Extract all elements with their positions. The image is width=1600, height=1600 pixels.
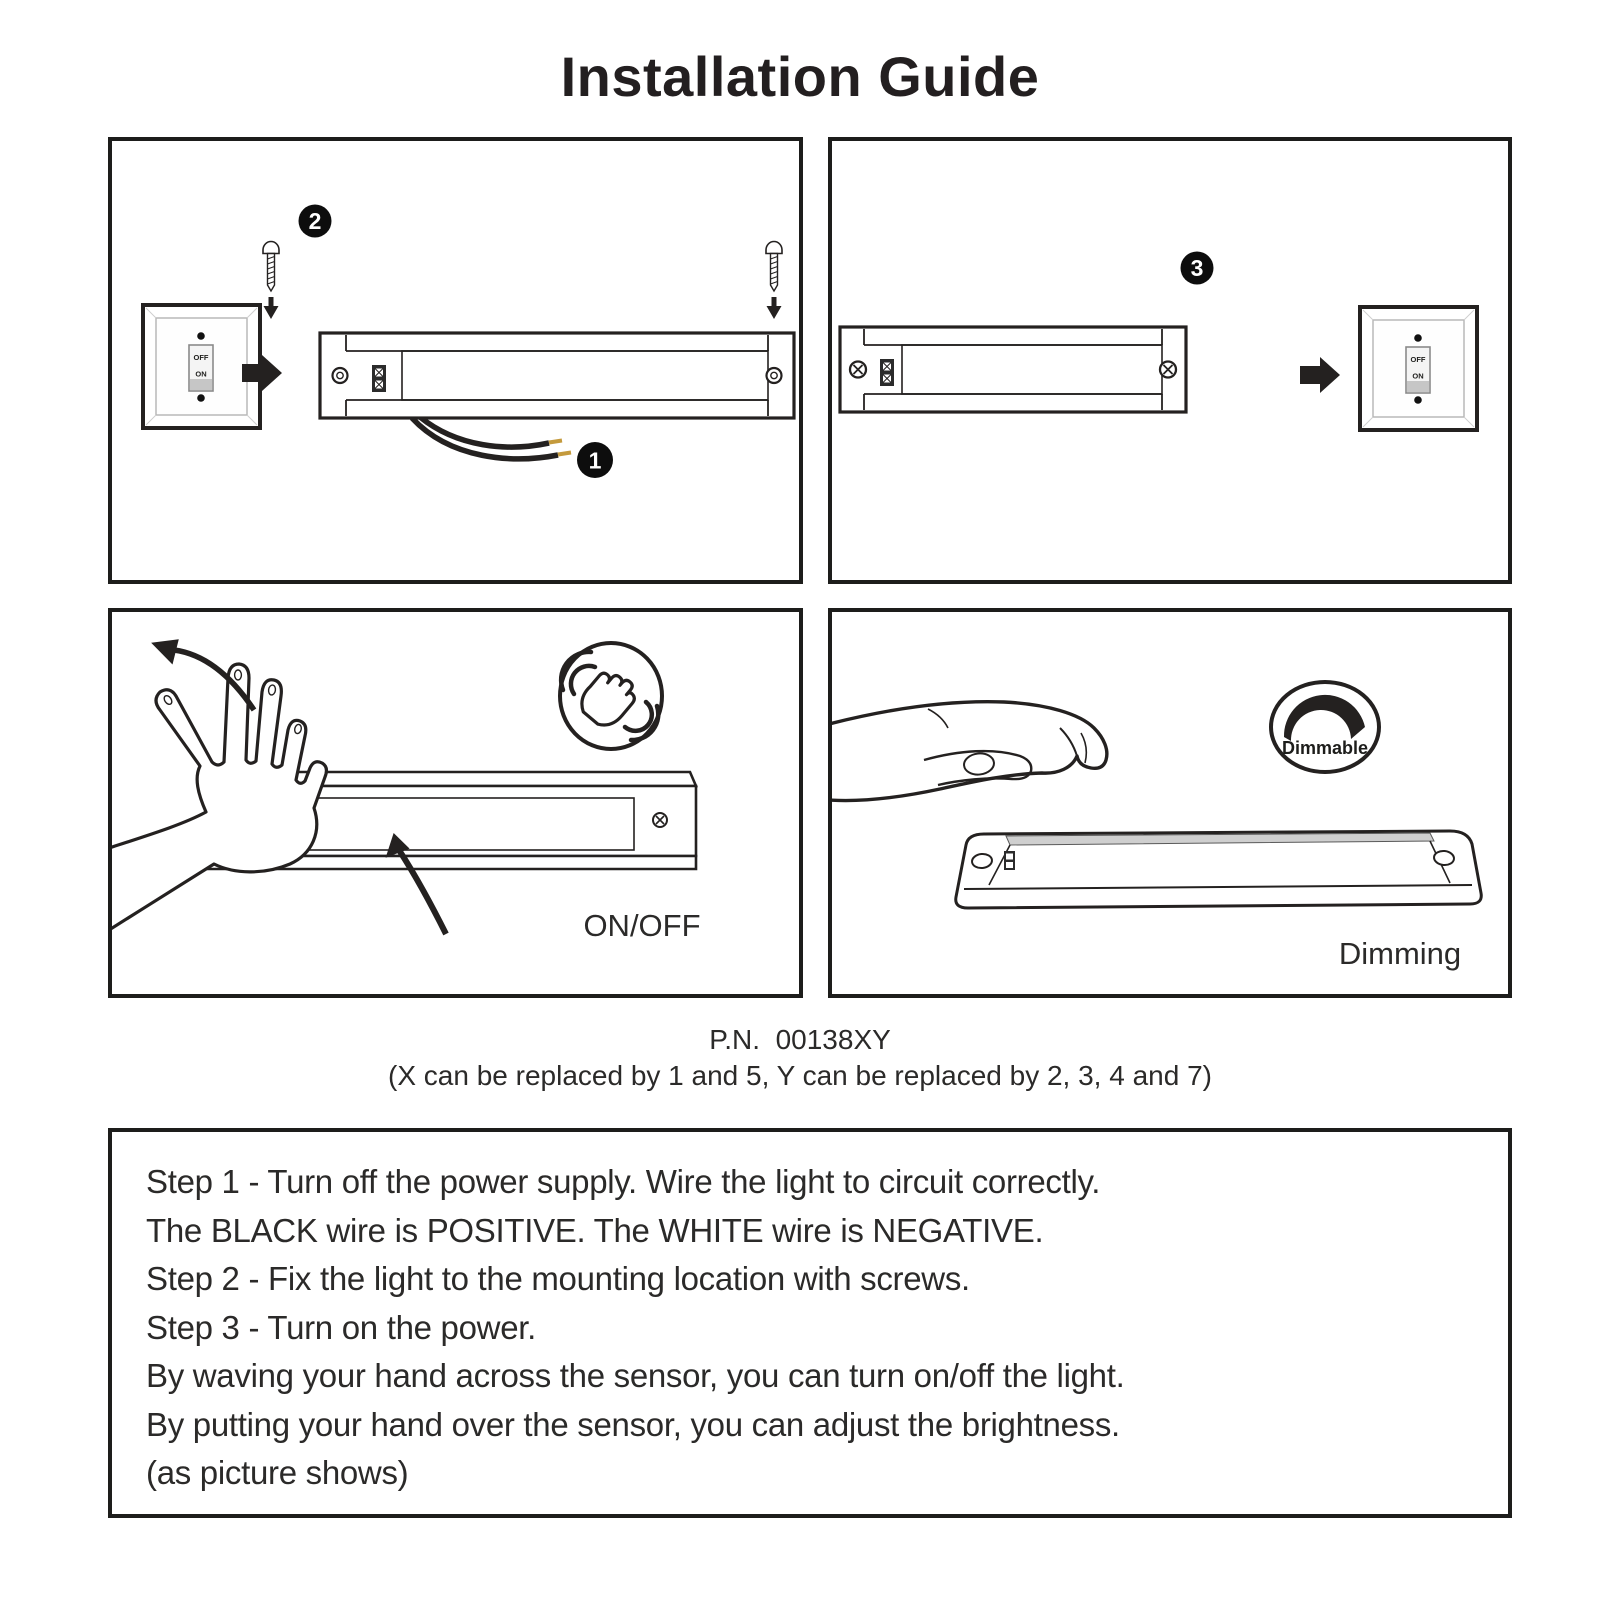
mounting-hole [767,368,782,383]
arrow-right-icon [1300,357,1340,393]
instruction-line: Step 1 - Turn off the power supply. Wire the light to circuit correctly. [146,1163,1101,1200]
switch-toggle [189,345,213,391]
light-fixture-3d [956,831,1482,908]
switch-plate-screw-dot [1414,396,1422,404]
instruction-line: By waving your hand across the sensor, you can turn on/off the light. [146,1357,1125,1394]
wall-switch [1360,307,1477,430]
power-on-diagram [832,141,1508,580]
wire-tip [549,441,562,443]
instructions-box [108,1128,1512,1518]
waving-hand [112,664,326,930]
phillips-screw-icon [850,362,866,378]
switch-plate-screw-dot [197,332,205,340]
instruction-line: (as picture shows) [146,1454,409,1491]
instruction-line: By putting your hand over the sensor, you can adjust the brightness. [146,1405,1120,1443]
motion-sensor [372,365,386,392]
switch-on-label: ON [1412,371,1424,381]
arrow-down-icon [767,297,782,319]
switch-toggle [1406,347,1430,393]
step-badge-1 [577,442,613,478]
part-number-note: (X can be replaced by 1 and 5, Y can be replaced by 2, 3, 4 and 7) [388,1060,1212,1091]
switch-plate-screw-dot [1414,334,1422,342]
switch-on-label: ON [195,369,207,379]
svg-text:2: 2 [308,208,322,234]
panel-wave-on-off [108,608,803,998]
mounting-hole [333,368,348,383]
page-title: Installation Guide [560,45,1040,108]
wiring-diagram [112,141,799,580]
step-badge-2 [299,205,332,238]
light-fixture [840,327,1186,412]
instruction-line: Step 2 - Fix the light to the mounting location with screws. [146,1260,970,1297]
switch-off-label: OFF [193,353,209,362]
phillips-screw-icon [653,813,667,827]
dimming-diagram [832,612,1508,994]
wave-on-off-diagram [112,612,799,994]
panel-dimming [828,608,1512,998]
light-fixture [320,333,794,418]
dimming-caption: Dimming [1338,936,1462,971]
switch-off-label: OFF [1410,355,1426,364]
svg-text:3: 3 [1190,255,1204,281]
part-number-block [0,1022,1600,1094]
step-badge-3 [1181,252,1214,285]
arrow-down-icon [264,297,279,319]
wire-tip [558,453,571,455]
power-wires [412,417,571,459]
screw-icon [263,242,279,320]
motion-sensor [1004,851,1015,870]
panel-step1-wiring [108,137,803,584]
instruction-line: Step 3 - Turn on the power. [146,1308,536,1346]
hovering-hand [832,702,1107,801]
svg-text:1: 1 [588,447,602,474]
dimmable-icon [1271,682,1379,772]
wave-hand-icon [560,643,662,749]
dimmable-label: Dimmable [1281,738,1369,758]
instruction-line: The BLACK wire is POSITIVE. The WHITE wire is NEGATIVE. [146,1211,1044,1249]
phillips-screw-icon [1160,362,1176,378]
panel-step3-power-on [828,137,1512,584]
switch-plate-screw-dot [197,394,205,402]
motion-sensor [880,359,894,386]
screw-icon [766,242,782,320]
on-off-caption: ON/OFF [583,908,701,943]
part-number: P.N. 00138XY [709,1024,891,1055]
